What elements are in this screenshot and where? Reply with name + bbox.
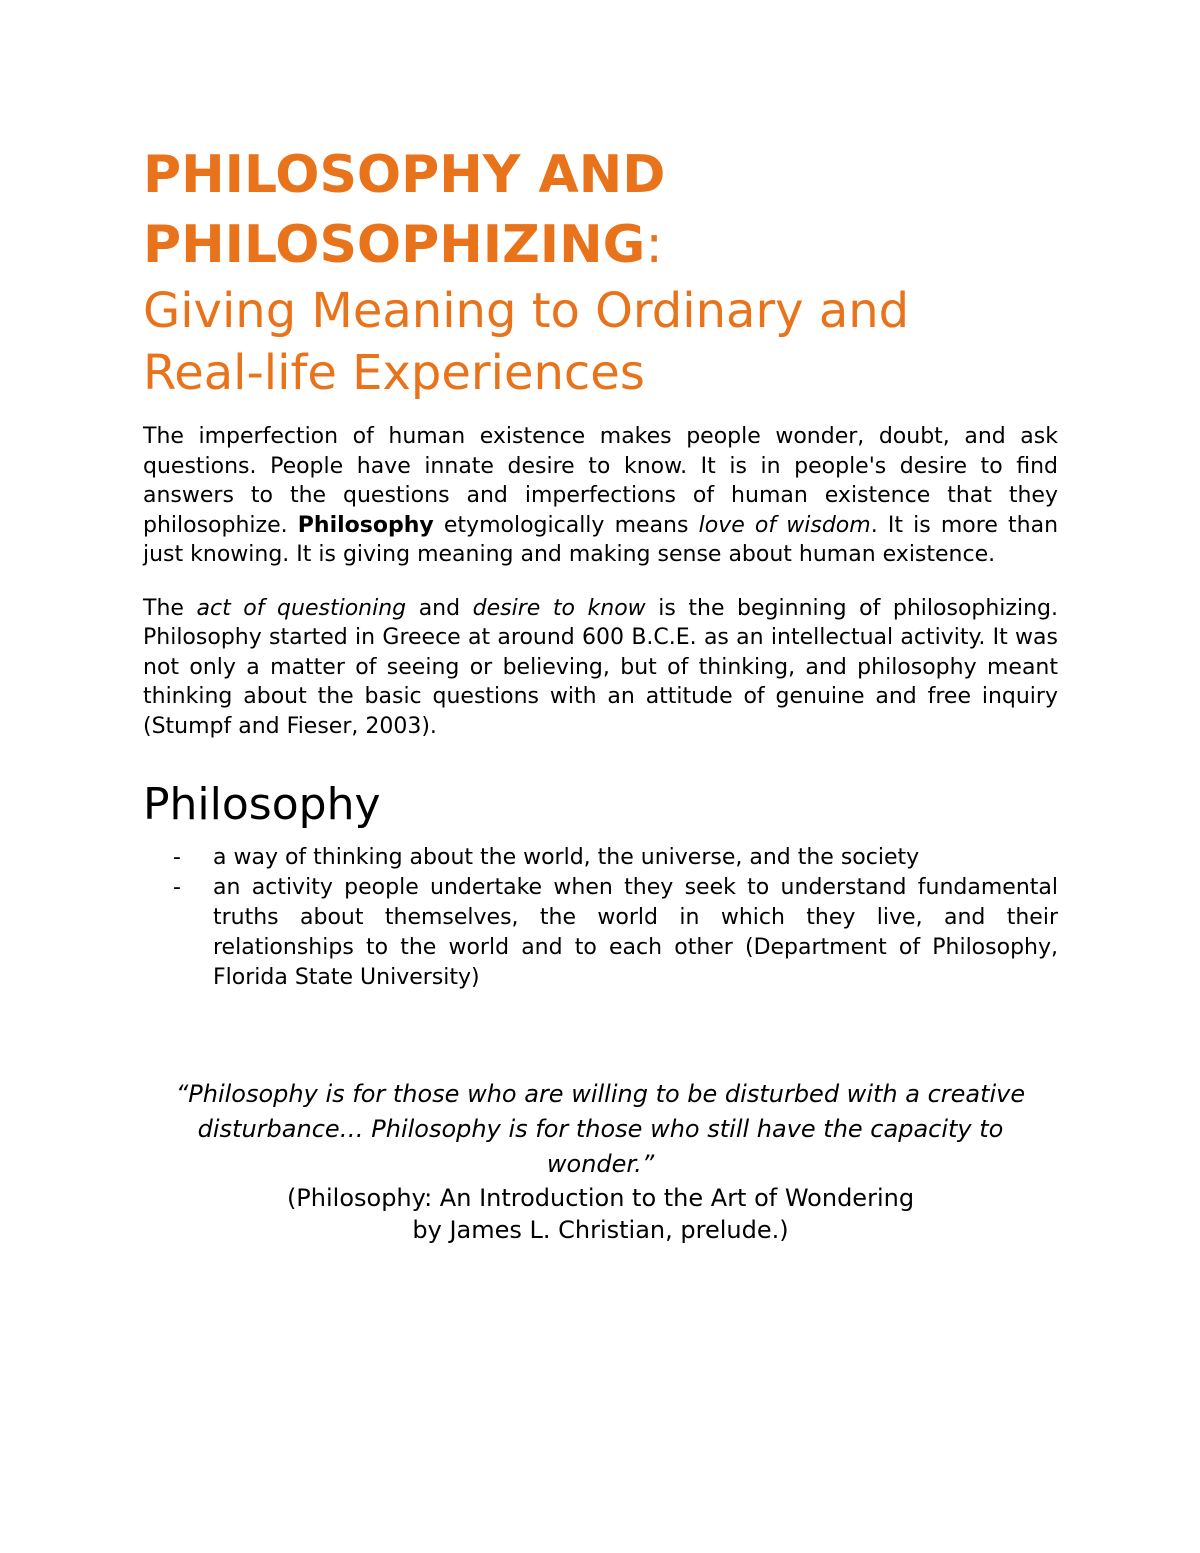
history-paragraph xyxy=(143,594,1058,742)
history-text-c: is the beginning of philosophizing. Philosophy started in Greece at around 600 B.C.E. as an intellectual activity. It was not only a matter of seeing or believing, but of thinking, and philosophy meant thinking about the basic questions with an attitude of genuine and free inquiry (Stumpf and Fieser, 2003). xyxy=(143,595,1058,739)
history-text-b: and xyxy=(406,595,473,621)
intro-text-b: etymologically means xyxy=(433,512,699,538)
subtitle-line-1: Giving Meaning to Ordinary and xyxy=(143,283,910,339)
love-of-wisdom-term: love of wisdom xyxy=(698,512,871,538)
document-page xyxy=(143,140,1058,1246)
desire-to-know-term: desire to know xyxy=(472,595,646,621)
bullet-dash: - xyxy=(173,845,181,870)
title-line-1: PHILOSOPHY AND xyxy=(143,145,666,205)
philosophy-bold-term: Philosophy xyxy=(297,512,434,538)
philosophy-section-heading: Philosophy xyxy=(143,779,381,830)
title-line-2: PHILOSOPHIZING xyxy=(143,215,646,275)
document-title xyxy=(143,140,1058,280)
quote-citation-line-2: by James L. Christian, prelude.) xyxy=(412,1216,789,1244)
list-item xyxy=(143,843,1058,873)
definition-list xyxy=(143,843,1058,993)
list-item-text: an activity people undertake when they seek to understand fundamental truths about themselves, the world in which they live, and their relationships to the world and to each other (Department of Philosophy, Florida State University) xyxy=(213,875,1058,990)
bullet-dash: - xyxy=(173,875,181,900)
document-subtitle xyxy=(143,280,1058,404)
title-colon: : xyxy=(645,215,663,275)
list-item xyxy=(143,873,1058,993)
subtitle-line-2: Real-life Experiences xyxy=(143,345,645,401)
quote-citation-line-1: (Philosophy: An Introduction to the Art of Wondering xyxy=(286,1184,915,1212)
intro-text-c: . It is more than just knowing. It is giving meaning and making sense about human existence. xyxy=(143,512,1059,567)
intro-text-a: The imperfection of human existence makes people wonder, doubt, and ask questions. People have innate desire to know. It is in people's desire to find answers to the questions and imperfections of human existence that they philosophize. xyxy=(143,424,1058,538)
quote-block xyxy=(143,1077,1058,1246)
act-of-questioning-term: act of questioning xyxy=(196,595,407,621)
quote-text: “Philosophy is for those who are willing to be disturbed with a creative disturbance… Philosophy is for those who still have the capacity to wonder.” xyxy=(175,1080,1026,1178)
list-item-text: a way of thinking about the world, the universe, and the society xyxy=(213,845,920,870)
intro-paragraph xyxy=(143,422,1058,570)
history-text-a: The xyxy=(143,595,197,621)
